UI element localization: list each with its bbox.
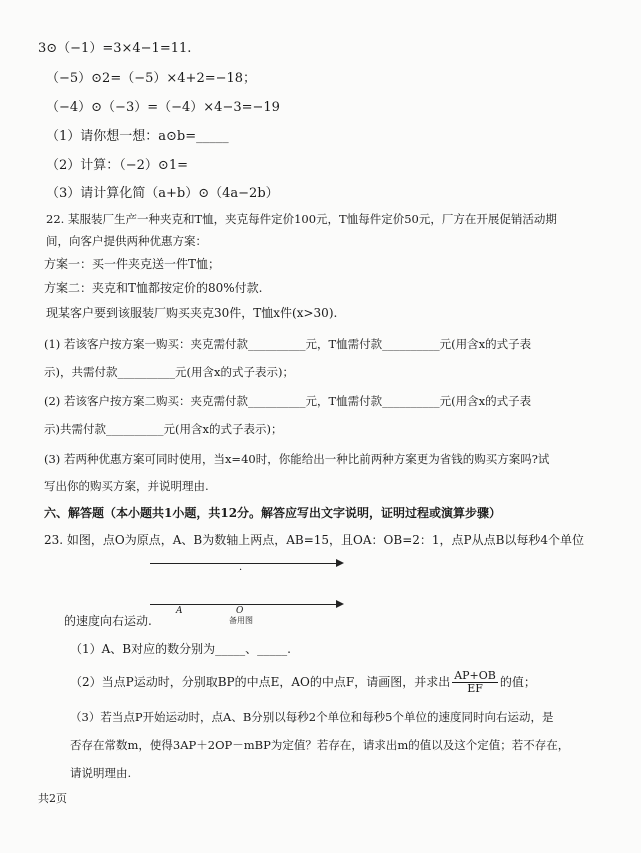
number-line-main [150, 563, 338, 564]
q21-example-2: （−5）⊙2=（−5）×4+2=−18； [46, 71, 257, 86]
fraction-numerator: AP+OB [454, 669, 496, 682]
fraction-denominator: EF [467, 682, 483, 695]
q23-part-3-line-3: 请说明理由. [70, 766, 132, 780]
q21-example-1: 3⊙（−1）=3×4−1=11. [38, 41, 192, 56]
q22-plan-1: 方案一：买一件夹克送一件T恤； [44, 257, 221, 271]
q22-stem-line-2: 间，向客户提供两种优惠方案： [46, 234, 207, 248]
q22-plan-2: 方案二：夹克和T恤都按定价的80%付款. [44, 281, 263, 295]
q22-part-2-line-1: (2) 若该客户按方案二购买：夹克需付款__________元，T恤需付款__________元(用含x的式子表 [44, 394, 532, 408]
q23-part-3-line-2: 否存在常数m，使得3AP＋2OP－mBP为定值？若存在，请求出m的值以及这个定值；若不存在， [70, 738, 570, 752]
q23-part-2-text-before: （2）当点P运动时，分别取BP的中点E，AO的中点F，请画图，并求出 [70, 675, 451, 689]
q22-condition: 现某客户要到该服装厂购买夹克30件，T恤x件(x>30). [46, 306, 338, 320]
q23-part-1: （1）A、B对应的数分别为_____、_____. [70, 642, 291, 656]
axis-label-a: A [176, 606, 183, 616]
q22-part-3-line-2: 写出你的购买方案，并说明理由. [44, 479, 209, 493]
q21-part-2: （2）计算：（−2）⊙1= [46, 158, 188, 173]
q22-part-3-line-1: (3) 若两种优惠方案可同时使用，当x=40时，你能给出一种比前两种方案更为省钱的购买方案吗?试 [44, 452, 550, 466]
q22-part-2-line-2: 示)共需付款__________元(用含x的式子表示)； [44, 422, 283, 436]
backup-line-arrow-icon [336, 600, 344, 608]
axis-caption: 备用图 [229, 616, 253, 625]
q22-part-1-line-1: (1) 若该客户按方案一购买：夹克需付款__________元，T恤需付款__________元(用含x的式子表 [44, 337, 532, 351]
page-footer: 共2页 [38, 792, 67, 805]
number-line-backup [150, 604, 338, 605]
axis-label-o: O [236, 606, 244, 616]
q22-stem-line-1: 22. 某服装厂生产一种夹克和T恤，夹克每件定价100元，T恤每件定价50元，厂方在开展促销活动期 [46, 212, 557, 226]
q23-part-3-line-1: （3）若当点P开始运动时，点A、B分别以每秒2个单位和每秒5个单位的速度同时向右运动，是 [70, 710, 554, 724]
section-6-heading: 六、解答题（本小题共1小题，共12分。解答应写出文字说明，证明过程或演算步骤） [44, 506, 502, 520]
q22-part-1-line-2: 示)，共需付款__________元(用含x的式子表示)； [44, 365, 294, 379]
q21-example-3: （−4）⊙（−3）=（−4）×4−3=−19 [46, 100, 280, 115]
q23-part-2-text-after: 的值； [499, 675, 536, 689]
q23-stem-line-1: 23. 如图，点O为原点，A、B为数轴上两点，AB=15，且OA：OB=2：1，点P从点B以每秒4个单位 [44, 533, 585, 547]
q21-part-3: （3）请计算化简（a+b）⊙（4a−2b） [46, 186, 279, 201]
number-line-origin-mark: · [239, 565, 243, 576]
number-line-arrow-icon [336, 559, 344, 567]
q23-part-2 [70, 670, 536, 695]
q21-part-1: （1）请你想一想：a⊙b=_____ [46, 129, 229, 144]
q23-stem-line-2: 的速度向右运动. [64, 614, 152, 628]
fraction [452, 670, 498, 695]
